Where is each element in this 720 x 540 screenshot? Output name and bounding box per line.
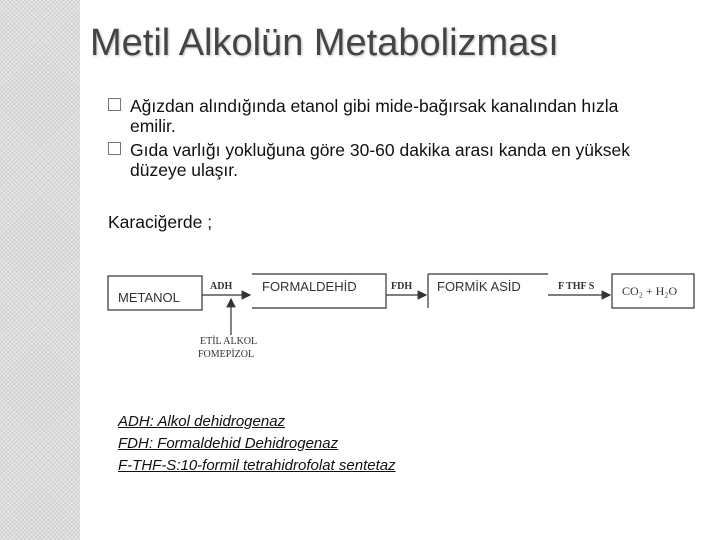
enzyme-fthfs: F THF S [558, 281, 595, 292]
legend-item: ADH: Alkol dehidrogenaz [118, 413, 286, 430]
box-metanol-label: METANOL [118, 290, 180, 305]
bullet-text: Ağızdan alındığında etanol gibi mide-bağırsak kanalından hızla emilir. [130, 96, 619, 136]
legend-item: F-THF-S:10-formil tetrahidrofolat sentetaz [118, 457, 396, 474]
slide-title: Metil Alkolün Metabolizması [90, 22, 559, 64]
abbreviation-legend [118, 411, 396, 477]
box-formik-asid-label: FORMİK ASİD [437, 279, 521, 294]
liver-label: Karaciğerde ; [108, 212, 213, 232]
enzyme-fdh: FDH [391, 281, 413, 292]
inhibitor-fomepizol: FOMEPİZOL [198, 349, 255, 360]
inhibitor-etil-alkol: ETİL ALKOL [200, 336, 258, 347]
legend-item: FDH: Formaldehid Dehidrogenaz [118, 435, 339, 452]
bullet-text: Gıda varlığı yokluğuna göre 30-60 dakika arası kanda en yüksek düzeye ulaşır. [130, 140, 631, 180]
enzyme-adh: ADH [210, 281, 233, 292]
box-formaldehid-label: FORMALDEHİD [262, 279, 357, 294]
box-co2-h2o-label: CO₂ + H₂O [622, 284, 678, 298]
